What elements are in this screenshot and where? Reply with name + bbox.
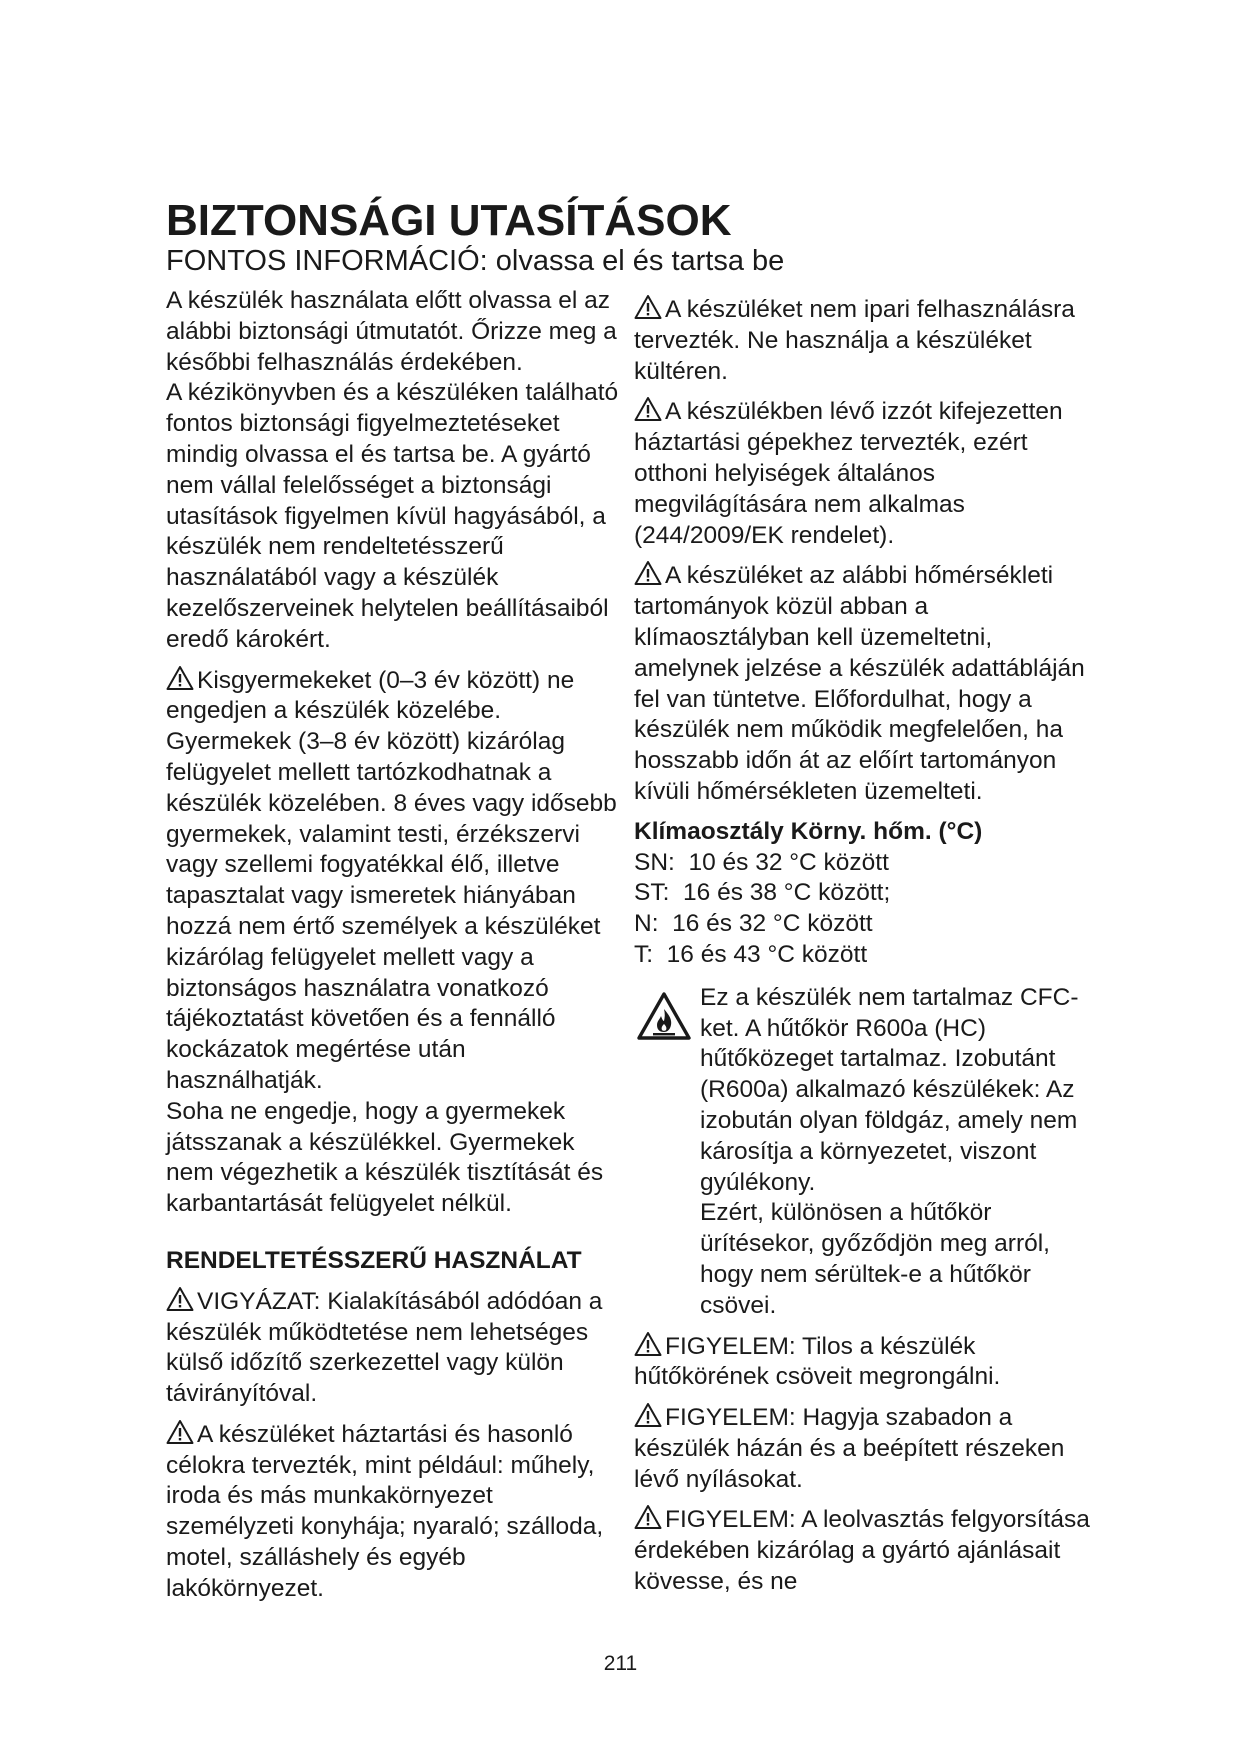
- climate-class-warning: [634, 560, 1094, 807]
- warning-triangle-icon: [166, 1286, 194, 1312]
- warning-triangle-icon: [634, 560, 662, 586]
- refrigerant-text: Ez a készülék nem tartalmaz CFC-ket. A hűtőkör R600a (HC) hűtőközeget tartalmaz. Izobutánt (R600a) alkalmazó készülékek: Az izobután olyan földgáz, amely nem károsítja a környezetet, viszont gyúlékony.: [700, 983, 1079, 1196]
- caution-timer-text: VIGYÁZAT: Kialakításából adódóan a készülék működtetése nem lehetséges külső időzítő szerkezettel vagy külön távirányítóval.: [166, 1287, 603, 1408]
- page-title: BIZTONSÁGI UTASÍTÁSOK: [166, 196, 732, 245]
- refrigerant-drain-text: Ezért, különösen a hűtőkör ürítésekor, győződjön meg arról, hogy nem sérültek-e a hűtőkör csövei.: [700, 1199, 1050, 1319]
- climate-row-st: ST: 16 és 38 °C között;: [634, 879, 891, 907]
- right-column: [634, 294, 1094, 1598]
- pipe-damage-text: FIGYELEM: Tilos a készülék hűtőkörének csöveit megrongálni.: [634, 1332, 1001, 1391]
- children-play-paragraph: Soha ne engedje, hogy a gyermekek játsszanak a készülékkel. Gyermekek nem végezhetik a készülék tisztítását és karbantartását felügyelet nélkül.: [166, 1097, 604, 1218]
- children-warning: [166, 665, 626, 1097]
- warning-triangle-icon: [634, 1402, 662, 1428]
- climate-table-heading: Klímaosztály Körny. hőm. (°C): [634, 817, 983, 845]
- left-column: [166, 286, 626, 1605]
- children-warning-text: Kisgyermekeket (0–3 év között) ne engedjen a készülék közelébe. Gyermekek (3–8 év között) kizárólag felügyelet mellett tartózkodhatnak a készülék közelében. 8 éves vagy idősebb gyermekek, valamint testi, érzékszervi vagy szellemi fogyatékkal élő, illetve tapasztalat vagy ismeretek hiányában hozzá nem értő személyek a készüléket kizárólag felügyelet mellett vagy a biztonságos használatra vonatkozó tájékoztatást követően és a fennálló kockázatok megértése után használhatják.: [166, 666, 617, 1094]
- flammable-warning-icon: [636, 991, 692, 1041]
- intro-paragraph: A készülék használata előtt olvassa el az alábbi biztonsági útmutatót. Őrizze meg a későbbi felhasználás érdekében.: [166, 287, 617, 376]
- bulb-warning-text: A készülékben lévő izzót kifejezetten háztartási gépekhez tervezték, ezért otthoni helyiségek általános megvilágítására nem alkalmas (244/2009/EK rendelet).: [634, 398, 1063, 549]
- warning-triangle-icon: [166, 1419, 194, 1445]
- caution-timer-warning: [166, 1286, 626, 1410]
- section-heading-intended-use: RENDELTETÉSSZERŰ HASZNÁLAT: [166, 1246, 582, 1274]
- warning-triangle-icon: [634, 294, 662, 320]
- household-use-warning: [166, 1419, 626, 1605]
- safety-warnings-paragraph: A kézikönyvben és a készüléken található fontos biztonsági figyelmeztetéseket mindig olvassa el és tartsa be. A gyártó nem vállal felelősséget a biztonsági utasítások figyelmen kívül hagyásából, a készülék nem rendeltetésszerű használatából vagy a készülék kezelőszerveinek helytelen beállításaiból eredő károkért.: [166, 379, 619, 653]
- climate-row-sn: SN: 10 és 32 °C között: [634, 848, 889, 876]
- bulb-warning: [634, 396, 1094, 551]
- non-industrial-warning: [634, 294, 1094, 387]
- climate-row-n: N: 16 és 32 °C között: [634, 910, 873, 938]
- non-industrial-text: A készüléket nem ipari felhasználásra tervezték. Ne használja a készüléket kültéren.: [634, 296, 1075, 385]
- refrigerant-notice: [634, 983, 1094, 1322]
- warning-triangle-icon: [634, 1331, 662, 1357]
- warning-triangle-icon: [166, 665, 194, 691]
- climate-class-text: A készüléket az alábbi hőmérsékleti tartományok közül abban a klímaosztályban kell üzemeltetni, amelynek jelzése a készülék adattábláján fel van tüntetve. Előfordulhat, hogy a készülék nem működik megfelelően, ha hosszabb időn át az előírt tartományon kívüli hőmérsékleten üzemelteti.: [634, 562, 1085, 805]
- ventilation-text: FIGYELEM: Hagyja szabadon a készülék házán és a beépített részeken lévő nyílásokat.: [634, 1404, 1065, 1493]
- climate-row-t: T: 16 és 43 °C között: [634, 940, 868, 968]
- page-number: 211: [603, 1652, 638, 1675]
- page-subtitle: FONTOS INFORMÁCIÓ: olvassa el és tartsa be: [166, 245, 785, 277]
- ventilation-warning: [634, 1402, 1094, 1495]
- pipe-damage-warning: [634, 1331, 1094, 1394]
- warning-triangle-icon: [634, 1504, 662, 1530]
- household-use-text: A készüléket háztartási és hasonló célokra tervezték, mint például: műhely, iroda és más munkakörnyezet személyzeti konyhája; nyaraló; szálloda, motel, szálláshely és egyéb lakókörnyezet.: [166, 1420, 604, 1602]
- defrost-warning: [634, 1504, 1094, 1597]
- defrost-text: FIGYELEM: A leolvasztás felgyorsítása érdekében kizárólag a gyártó ajánlásait kövesse, és ne: [634, 1506, 1090, 1596]
- warning-triangle-icon: [634, 396, 662, 422]
